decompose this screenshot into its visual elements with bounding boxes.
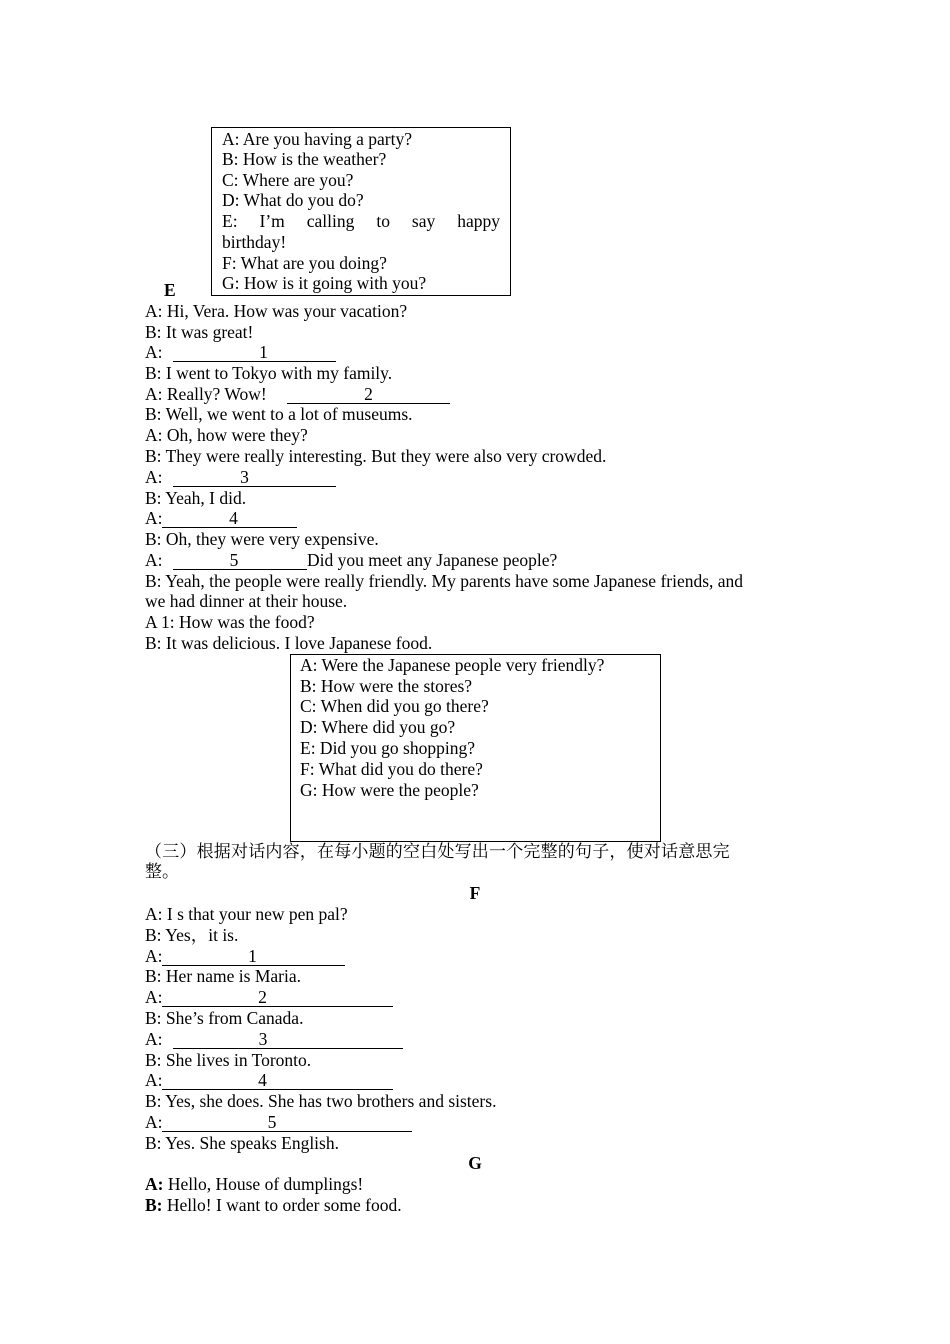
dialog-line: A: bbox=[145, 1029, 163, 1049]
dialog-text: Hello, House of dumplings! bbox=[163, 1174, 364, 1194]
option-d: D: What do you do? bbox=[222, 190, 364, 210]
blank-f-1[interactable] bbox=[162, 946, 345, 966]
blank-f-3[interactable] bbox=[173, 1029, 403, 1049]
dialog-line: B: They were really interesting. But they were also very crowded. bbox=[145, 446, 607, 466]
dialog-line: A: bbox=[145, 1112, 163, 1132]
answer-options-box-2 bbox=[290, 654, 661, 842]
option-g: G: How were the people? bbox=[300, 780, 479, 800]
dialog-line: B: Yes, she does. She has two brothers and sisters. bbox=[145, 1091, 497, 1111]
blank-f-5[interactable] bbox=[162, 1112, 412, 1132]
dialog-line bbox=[145, 1174, 363, 1194]
dialog-line: B: It was great! bbox=[145, 322, 254, 342]
dialog-line bbox=[145, 1195, 402, 1215]
blank-number: 3 bbox=[258, 1029, 268, 1049]
blank-number: 5 bbox=[229, 550, 239, 570]
option-e-word: calling bbox=[306, 211, 355, 231]
option-e bbox=[222, 211, 500, 231]
dialog-line: B: I went to Tokyo with my family. bbox=[145, 363, 393, 383]
option-e-word: I’m bbox=[259, 211, 285, 231]
blank-e-4[interactable] bbox=[162, 508, 297, 528]
section-e-label: E bbox=[164, 280, 176, 300]
dialog-line-continued: Did you meet any Japanese people? bbox=[307, 550, 558, 570]
option-f: F: What are you doing? bbox=[222, 253, 387, 273]
dialog-line: B: Yeah, the people were really friendly. My parents have some Japanese friends, and bbox=[145, 571, 744, 591]
dialog-line: A: bbox=[145, 987, 163, 1007]
answer-options-box-1 bbox=[211, 127, 511, 296]
dialog-line: B: Yeah, I did. bbox=[145, 488, 247, 508]
blank-number: 3 bbox=[240, 467, 249, 487]
blank-e-5[interactable] bbox=[173, 550, 307, 570]
dialog-line: B: Well, we went to a lot of museums. bbox=[145, 404, 413, 424]
dialog-line: A: I s that your new pen pal? bbox=[145, 904, 348, 924]
option-e-word: E: bbox=[222, 211, 238, 231]
dialog-line: A: Oh, how were they? bbox=[145, 425, 308, 445]
dialog-line: A 1: How was the food? bbox=[145, 612, 315, 632]
option-b: B: How were the stores? bbox=[300, 676, 473, 696]
section-f-label: F bbox=[469, 883, 481, 903]
option-e-word: say bbox=[411, 211, 436, 231]
blank-e-1[interactable] bbox=[173, 342, 336, 362]
option-e-word: to bbox=[376, 211, 390, 231]
dialog-line: B: Yes，it is. bbox=[145, 925, 239, 945]
dialog-line: A: bbox=[145, 508, 163, 528]
dialog-line: we had dinner at their house. bbox=[145, 591, 348, 611]
instruction-text: 整。 bbox=[145, 862, 179, 882]
blank-number: 2 bbox=[364, 384, 373, 404]
speaker-b: B: bbox=[145, 1195, 163, 1215]
dialog-line: A: Hi, Vera. How was your vacation? bbox=[145, 301, 408, 321]
blank-number: 1 bbox=[259, 342, 268, 362]
dialog-line: A: bbox=[145, 342, 163, 362]
dialog-line: A: Really? Wow! bbox=[145, 384, 267, 404]
blank-e-3[interactable] bbox=[173, 467, 336, 487]
option-c: C: Where are you? bbox=[222, 170, 354, 190]
option-d: D: Where did you go? bbox=[300, 717, 456, 737]
dialog-text: Hello! I want to order some food. bbox=[162, 1195, 402, 1215]
option-a: A: Are you having a party? bbox=[222, 129, 413, 149]
dialog-line: B: Yes. She speaks English. bbox=[145, 1133, 339, 1153]
section-g-label: G bbox=[468, 1153, 482, 1173]
dialog-line: B: Her name is Maria. bbox=[145, 966, 301, 986]
option-f: F: What did you do there? bbox=[300, 759, 483, 779]
dialog-line: A: bbox=[145, 467, 163, 487]
dialog-line: B: She’s from Canada. bbox=[145, 1008, 304, 1028]
option-a: A: Were the Japanese people very friendly? bbox=[300, 655, 605, 675]
option-e-word: happy bbox=[457, 211, 500, 231]
option-g: G: How is it going with you? bbox=[222, 273, 427, 293]
speaker-a: A: bbox=[145, 1174, 164, 1194]
blank-f-4[interactable] bbox=[162, 1070, 393, 1090]
option-e-continued: birthday! bbox=[222, 232, 287, 252]
dialog-line: B: It was delicious. I love Japanese food. bbox=[145, 633, 433, 653]
blank-number: 4 bbox=[229, 508, 238, 528]
instruction-text: （三）根据对话内容，在每小题的空白处写出一个完整的句子，使对话意思完 bbox=[145, 842, 730, 862]
blank-number: 1 bbox=[248, 946, 257, 966]
blank-number: 2 bbox=[258, 987, 267, 1007]
blank-f-2[interactable] bbox=[162, 987, 393, 1007]
blank-e-2[interactable] bbox=[287, 384, 450, 404]
option-c: C: When did you go there? bbox=[300, 696, 489, 716]
blank-number: 5 bbox=[267, 1112, 277, 1132]
dialog-line: A: bbox=[145, 550, 163, 570]
dialog-line: A: bbox=[145, 946, 163, 966]
dialog-line: B: She lives in Toronto. bbox=[145, 1050, 312, 1070]
option-e: E: Did you go shopping? bbox=[300, 738, 475, 758]
dialog-line: B: Oh, they were very expensive. bbox=[145, 529, 379, 549]
blank-number: 4 bbox=[258, 1070, 267, 1090]
option-b: B: How is the weather? bbox=[222, 149, 387, 169]
dialog-line: A: bbox=[145, 1070, 163, 1090]
